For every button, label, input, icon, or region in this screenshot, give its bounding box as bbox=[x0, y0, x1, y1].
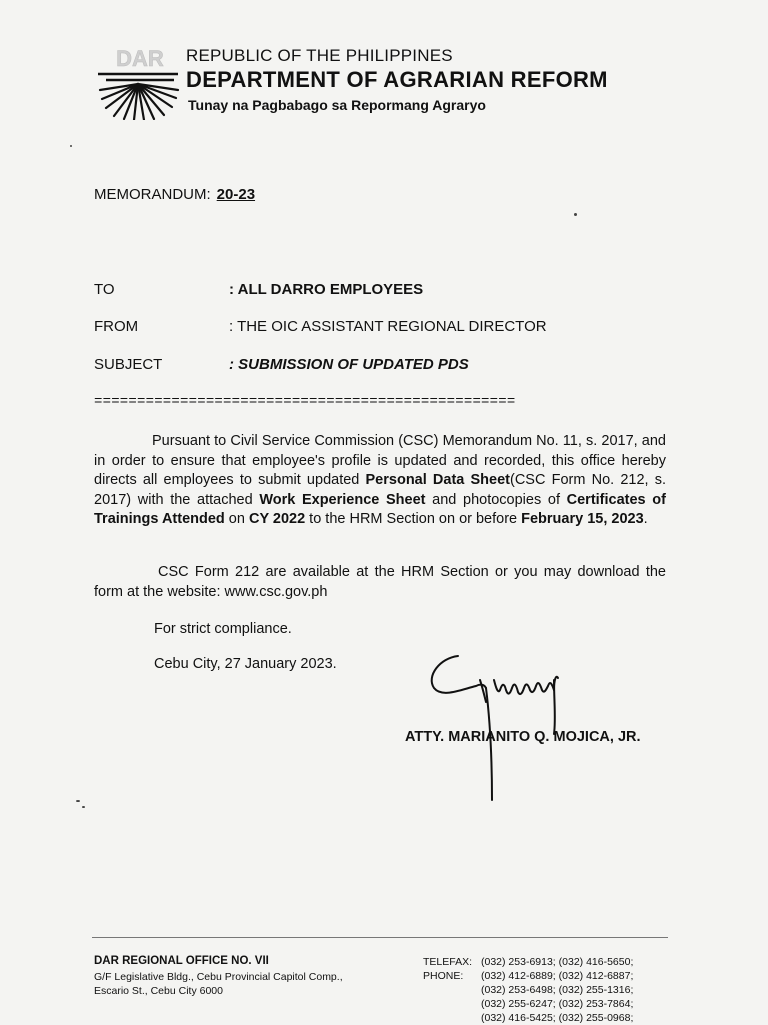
separator-rule: ================================================= bbox=[94, 394, 516, 410]
to-label: TO bbox=[94, 281, 115, 298]
p1-wes: Work Experience Sheet bbox=[259, 491, 426, 508]
signature-mark bbox=[420, 650, 570, 810]
p1-deadline: February 15, 2023 bbox=[521, 511, 644, 528]
memo-number: 20-23 bbox=[216, 186, 256, 203]
memo-label: MEMORANDUM: bbox=[94, 186, 211, 203]
letterhead-department: DEPARTMENT OF AGRARIAN REFORM bbox=[186, 67, 608, 92]
p1-text-i: to the HRM Section on or before bbox=[305, 511, 522, 528]
p2-text: CSC Form 212 are available at the HRM Section or you may download the form at the website: www.csc.gov.ph bbox=[94, 564, 666, 600]
footer-address-line-1: G/F Legislative Bldg., Cebu Provincial Capitol Comp., bbox=[94, 971, 343, 983]
footer-phone-line: (032) 255-6247; (032) 253-7864; bbox=[481, 998, 634, 1010]
p1-cy: CY 2022 bbox=[248, 511, 306, 528]
letterhead-tagline: Tunay na Pagbabago sa Repormang Agraryo bbox=[188, 97, 486, 113]
p1-text-k: . bbox=[643, 511, 648, 528]
footer-telefax-label: TELEFAX: bbox=[423, 956, 473, 968]
body-paragraph-3: For strict compliance. bbox=[154, 621, 292, 637]
place-date: Cebu City, 27 January 2023. bbox=[154, 656, 337, 672]
footer-telefax-value: (032) 253-6913; (032) 416-5650; bbox=[481, 956, 634, 968]
body-paragraph-2 bbox=[94, 563, 666, 602]
footer-office-name: DAR REGIONAL OFFICE NO. VII bbox=[94, 955, 269, 967]
footer-rule bbox=[92, 937, 668, 938]
body-paragraph-1 bbox=[94, 432, 666, 530]
subject-label: SUBJECT bbox=[94, 356, 163, 373]
dar-logo bbox=[96, 44, 180, 120]
p1-text-e: and photocopies of bbox=[425, 491, 567, 508]
to-value: : ALL DARRO EMPLOYEES bbox=[229, 281, 424, 298]
footer-phone-line: (032) 412-6889; (032) 412-6887; bbox=[481, 970, 634, 982]
footer-address-line-2: Escario St., Cebu City 6000 bbox=[94, 985, 223, 997]
scan-speck bbox=[70, 145, 72, 147]
p1-certificates: Certificates of Trainings Attended bbox=[94, 491, 666, 528]
footer-phone-line: (032) 416-5425; (032) 255-0968; bbox=[481, 1012, 634, 1024]
from-value: : THE OIC ASSISTANT REGIONAL DIRECTOR bbox=[229, 318, 547, 335]
p1-text-g: on bbox=[224, 511, 249, 528]
scan-speck bbox=[82, 806, 85, 808]
footer-phone-line: (032) 253-6498; (032) 255-1316; bbox=[481, 984, 634, 996]
logo-initials: DAR bbox=[116, 46, 164, 71]
memo-number-row bbox=[94, 186, 255, 203]
from-label: FROM bbox=[94, 318, 139, 335]
footer-phone-label: PHONE: bbox=[423, 970, 464, 982]
p1-pds: Personal Data Sheet bbox=[365, 472, 510, 489]
signatory-name: ATTY. MARIANITO Q. MOJICA, JR. bbox=[405, 729, 641, 745]
letterhead-republic: REPUBLIC OF THE PHILIPPINES bbox=[186, 46, 453, 65]
p1-text-a: Pursuant to Civil Service Commission (CSC) Memorandum No. 11, s. 2017, and in order to ensure that employee's profile is updated and recorded, this office hereby directs all employees to submit updated bbox=[94, 433, 666, 489]
scan-speck bbox=[574, 213, 577, 216]
p1-text-c: (CSC Form No. 212, s. 2017) with the attached bbox=[94, 472, 666, 508]
scan-speck bbox=[76, 800, 80, 802]
subject-value: : SUBMISSION OF UPDATED PDS bbox=[229, 356, 469, 373]
